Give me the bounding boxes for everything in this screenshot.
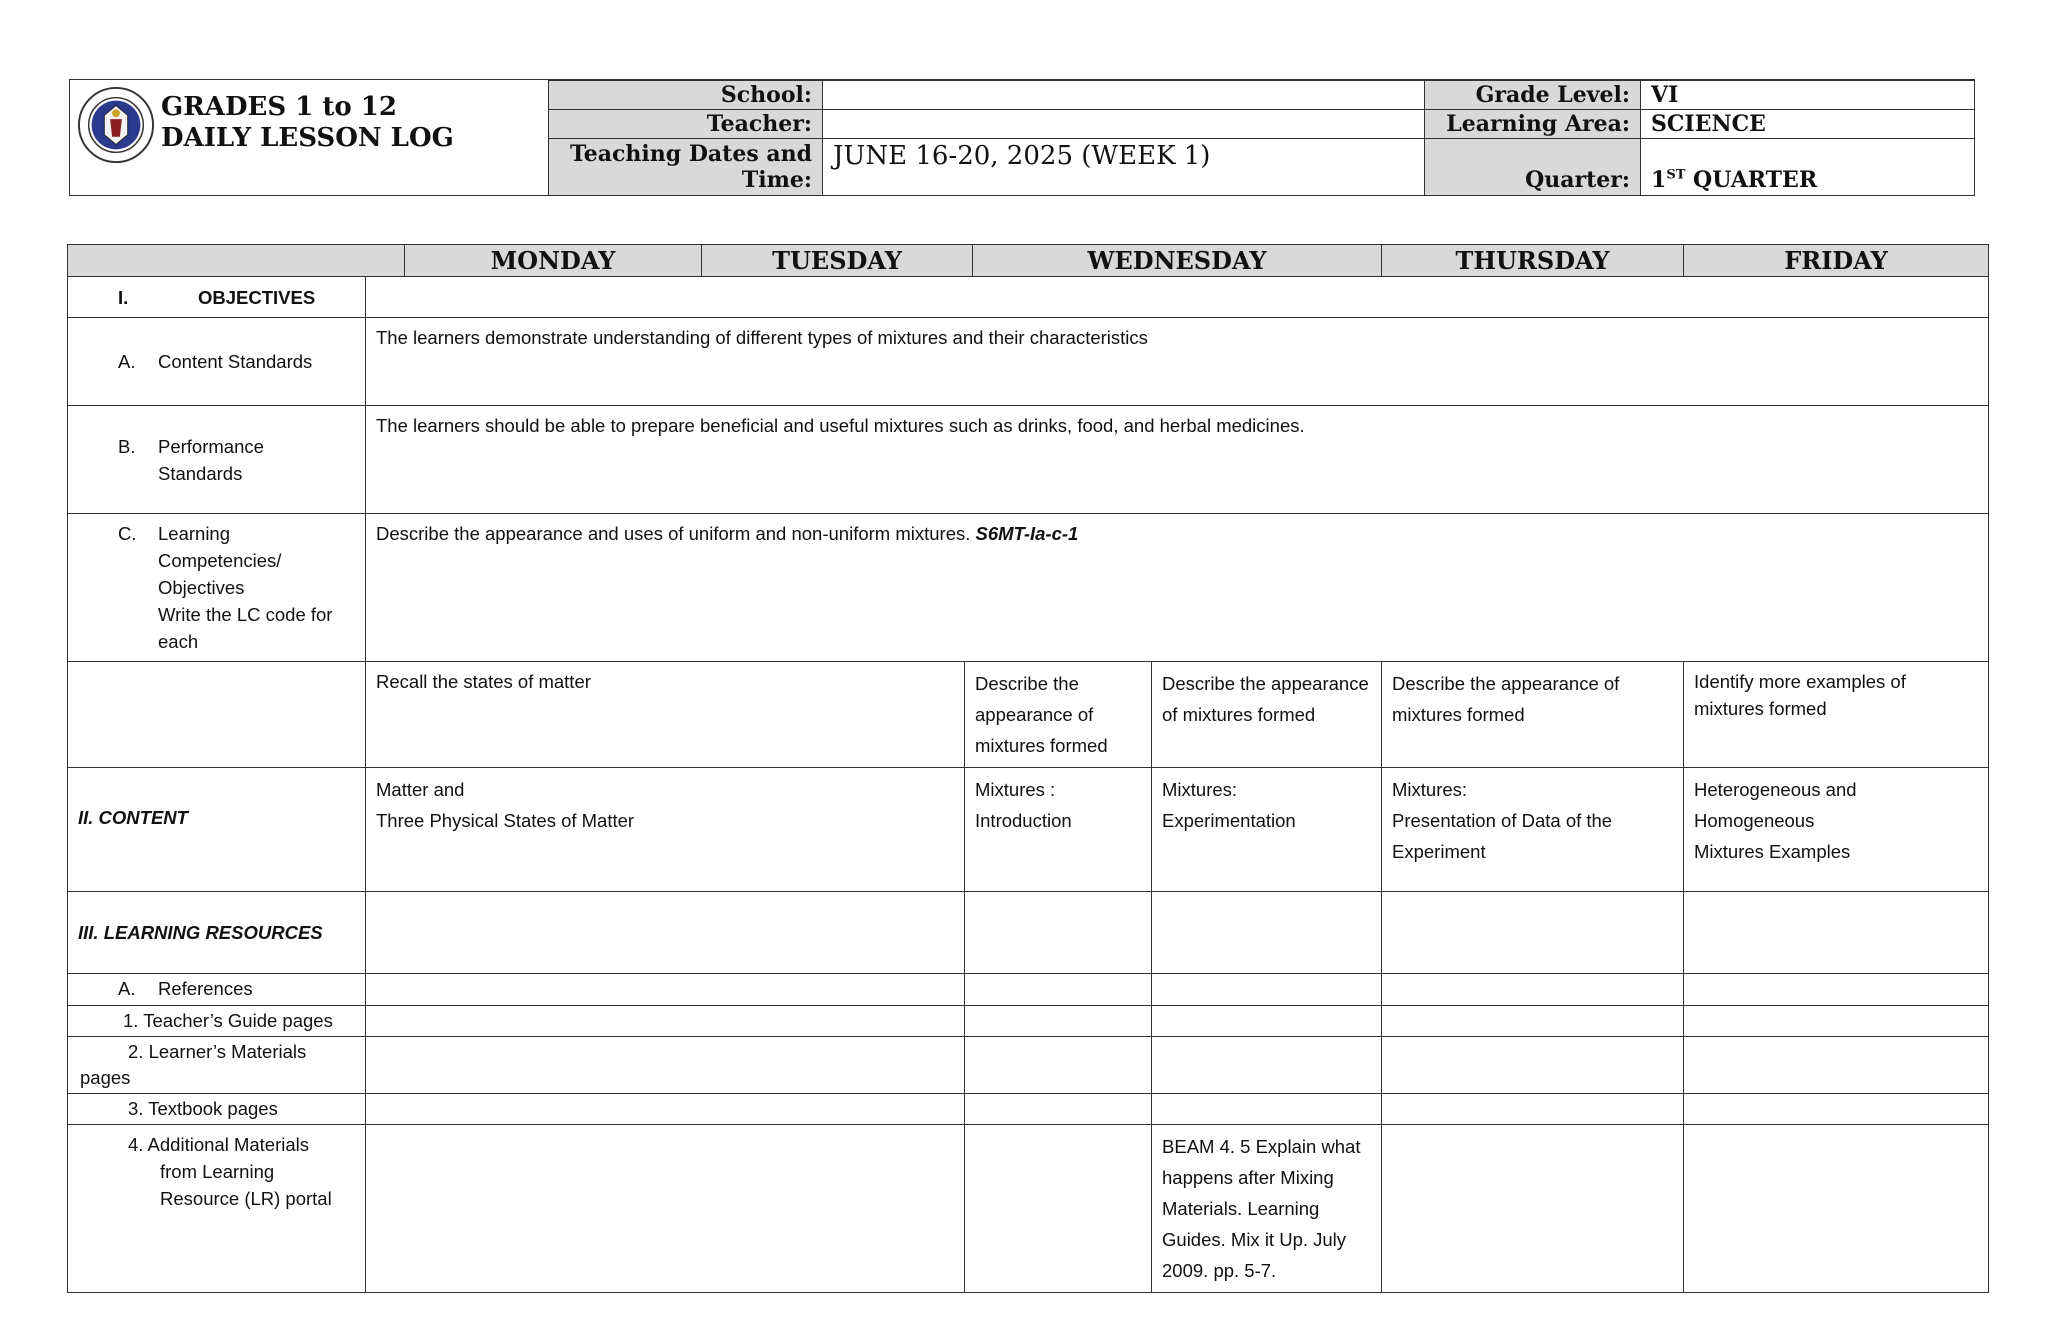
- content-tuesday: [965, 768, 1152, 892]
- learning-resources-friday: [1684, 892, 1989, 974]
- content-wednesday-line-1: Mixtures:: [1162, 779, 1238, 800]
- learning-competencies-value: [366, 514, 1989, 662]
- content-label: II. CONTENT: [68, 768, 366, 892]
- learners-materials-line-1: 2. Learner’s Materials: [128, 1041, 307, 1062]
- references-letter: A.: [118, 978, 136, 999]
- daily-objective-friday: Identify more examples of mixtures formed: [1684, 662, 1989, 768]
- content-friday-line-1: Heterogeneous and Homogeneous: [1694, 779, 1857, 831]
- additional-materials-label: [68, 1125, 366, 1293]
- references-friday: [1684, 974, 1989, 1006]
- content-friday: [1684, 768, 1989, 892]
- textbook-friday: [1684, 1094, 1989, 1125]
- content-standards-value: The learners demonstrate understanding of different types of mixtures and their characteristics: [366, 318, 1989, 406]
- textbook-monday: [366, 1094, 965, 1125]
- objectives-number: I.: [118, 286, 129, 308]
- learners-materials-wednesday: [1152, 1037, 1382, 1094]
- day-header-blank: [68, 245, 405, 277]
- learners-materials-thursday: [1382, 1037, 1684, 1094]
- teachers-guide-friday: [1684, 1006, 1989, 1037]
- references-label: [68, 974, 366, 1006]
- textbook-wednesday: [1152, 1094, 1382, 1125]
- day-header-monday: MONDAY: [405, 245, 702, 277]
- day-header-thursday: THURSDAY: [1382, 245, 1684, 277]
- teacher-field[interactable]: [823, 110, 1425, 139]
- learning-area-field[interactable]: SCIENCE: [1641, 110, 1975, 139]
- content-tuesday-line-2: Introduction: [975, 810, 1072, 831]
- teachers-guide-row: [68, 1006, 1989, 1037]
- content-wednesday: [1152, 768, 1382, 892]
- objectives-row: [68, 277, 1989, 318]
- objectives-heading: [68, 277, 366, 318]
- learners-materials-friday: [1684, 1037, 1989, 1094]
- quarter-text: QUARTER: [1685, 167, 1818, 193]
- content-monday-line-2: Three Physical States of Matter: [376, 810, 635, 831]
- additional-materials-wednesday: BEAM 4. 5 Explain what happens after Mixing Materials. Learning Guides. Mix it Up. July 2009. pp. 5-7.: [1152, 1125, 1382, 1293]
- learning-competencies-line-4: Write the LC code for: [158, 604, 333, 625]
- quarter-label: Quarter:: [1425, 139, 1641, 196]
- daily-objective-thursday: Describe the appearance of mixtures formed: [1382, 662, 1684, 768]
- learning-resources-monday: [366, 892, 965, 974]
- learning-competencies-line-2: Competencies/: [158, 550, 282, 571]
- teachers-guide-wednesday: [1152, 1006, 1382, 1037]
- content-row: [68, 768, 1989, 892]
- learning-competencies-label: [68, 514, 366, 662]
- teaching-dates-label-line-2: Time:: [741, 167, 812, 193]
- day-header-row: [68, 245, 1989, 277]
- school-label: School:: [549, 81, 823, 110]
- deped-seal-icon: [77, 86, 155, 164]
- learning-resources-tuesday: [965, 892, 1152, 974]
- learning-area-label: Learning Area:: [1425, 110, 1641, 139]
- performance-standards-value: The learners should be able to prepare beneficial and useful mixtures such as drinks, food, and herbal medicines.: [366, 406, 1989, 514]
- additional-materials-friday: [1684, 1125, 1989, 1293]
- references-row: [68, 974, 1989, 1006]
- daily-objective-monday: Recall the states of matter: [366, 662, 965, 768]
- learners-materials-row: [68, 1037, 1989, 1094]
- content-standards-letter: A.: [118, 351, 136, 372]
- day-header-friday: FRIDAY: [1684, 245, 1989, 277]
- grade-level-field[interactable]: VI: [1641, 81, 1975, 110]
- additional-materials-tuesday: [965, 1125, 1152, 1293]
- references-thursday: [1382, 974, 1684, 1006]
- objectives-blank: [366, 277, 1989, 318]
- additional-materials-line-3: Resource (LR) portal: [160, 1188, 332, 1209]
- textbook-label: 3. Textbook pages: [68, 1094, 366, 1125]
- teachers-guide-thursday: [1382, 1006, 1684, 1037]
- additional-materials-monday: [366, 1125, 965, 1293]
- lesson-log-table: [67, 244, 1989, 1293]
- performance-standards-line-1: Performance: [158, 435, 264, 457]
- learning-competencies-line-5: each: [158, 631, 199, 652]
- learners-materials-tuesday: [965, 1037, 1152, 1094]
- day-header-tuesday: TUESDAY: [702, 245, 973, 277]
- teaching-dates-field[interactable]: JUNE 16-20, 2025 (WEEK 1): [823, 139, 1425, 196]
- objectives-title: OBJECTIVES: [198, 286, 316, 308]
- textbook-tuesday: [965, 1094, 1152, 1125]
- performance-standards-label: [68, 406, 366, 514]
- performance-standards-letter: B.: [118, 435, 136, 457]
- day-header-wednesday: WEDNESDAY: [973, 245, 1382, 277]
- quarter-field[interactable]: [1641, 139, 1975, 196]
- additional-materials-line-1: 4. Additional Materials: [128, 1134, 309, 1155]
- performance-standards-row: [68, 406, 1989, 514]
- quarter-suffix: ST: [1666, 167, 1686, 183]
- learning-resources-label: III. LEARNING RESOURCES: [68, 892, 366, 974]
- learners-materials-monday: [366, 1037, 965, 1094]
- title-line-1: GRADES 1 to 12: [161, 92, 397, 122]
- daily-objective-tuesday: Describe the appearance of mixtures formed: [965, 662, 1152, 768]
- daily-objectives-row: [68, 662, 1989, 768]
- learning-competencies-line-3: Objectives: [158, 577, 245, 598]
- content-tuesday-line-1: Mixtures :: [975, 779, 1056, 800]
- teachers-guide-monday: [366, 1006, 965, 1037]
- content-thursday: [1382, 768, 1684, 892]
- learning-competencies-letter: C.: [118, 523, 137, 544]
- content-standards-label: [68, 318, 366, 406]
- teaching-dates-label-line-1: Teaching Dates and: [569, 141, 812, 167]
- content-standards-text: Content Standards: [158, 351, 313, 372]
- header-info-grid: [548, 80, 1975, 196]
- additional-materials-thursday: [1382, 1125, 1684, 1293]
- content-friday-line-2: Mixtures Examples: [1694, 841, 1851, 862]
- additional-materials-line-2: from Learning: [160, 1161, 275, 1182]
- textbook-row: [68, 1094, 1989, 1125]
- learning-resources-row: [68, 892, 1989, 974]
- teaching-dates-label: [549, 139, 823, 196]
- quarter-number: 1: [1651, 167, 1667, 193]
- textbook-thursday: [1382, 1094, 1684, 1125]
- learning-competencies-row: [68, 514, 1989, 662]
- lesson-log-header: [69, 79, 1975, 196]
- content-thursday-line-2: Presentation of Data of the Experiment: [1392, 810, 1613, 862]
- references-text: References: [158, 978, 253, 999]
- title-line-2: DAILY LESSON LOG: [161, 123, 454, 153]
- school-field[interactable]: [823, 81, 1425, 110]
- teachers-guide-tuesday: [965, 1006, 1152, 1037]
- additional-materials-row: [68, 1125, 1989, 1293]
- daily-objectives-blank: [68, 662, 366, 768]
- learners-materials-line-2: pages: [80, 1067, 131, 1088]
- content-monday: [366, 768, 965, 892]
- daily-objective-wednesday: Describe the appearance of mixtures formed: [1152, 662, 1382, 768]
- learning-resources-thursday: [1382, 892, 1684, 974]
- learning-competencies-text: Describe the appearance and uses of uniform and non-uniform mixtures.: [376, 523, 976, 544]
- references-wednesday: [1152, 974, 1382, 1006]
- content-wednesday-line-2: Experimentation: [1162, 810, 1296, 831]
- content-monday-line-1: Matter and: [376, 779, 465, 800]
- learning-resources-wednesday: [1152, 892, 1382, 974]
- teachers-guide-label: 1. Teacher’s Guide pages: [68, 1006, 366, 1037]
- learners-materials-label: [68, 1037, 366, 1094]
- references-tuesday: [965, 974, 1152, 1006]
- grade-level-label: Grade Level:: [1425, 81, 1641, 110]
- references-monday: [366, 974, 965, 1006]
- content-thursday-line-1: Mixtures:: [1392, 779, 1468, 800]
- performance-standards-line-2: Standards: [158, 462, 243, 484]
- content-standards-row: [68, 318, 1989, 406]
- teacher-label: Teacher:: [549, 110, 823, 139]
- learning-competencies-line-1: Learning: [158, 523, 231, 544]
- learning-competency-code: S6MT-Ia-c-1: [975, 523, 1079, 544]
